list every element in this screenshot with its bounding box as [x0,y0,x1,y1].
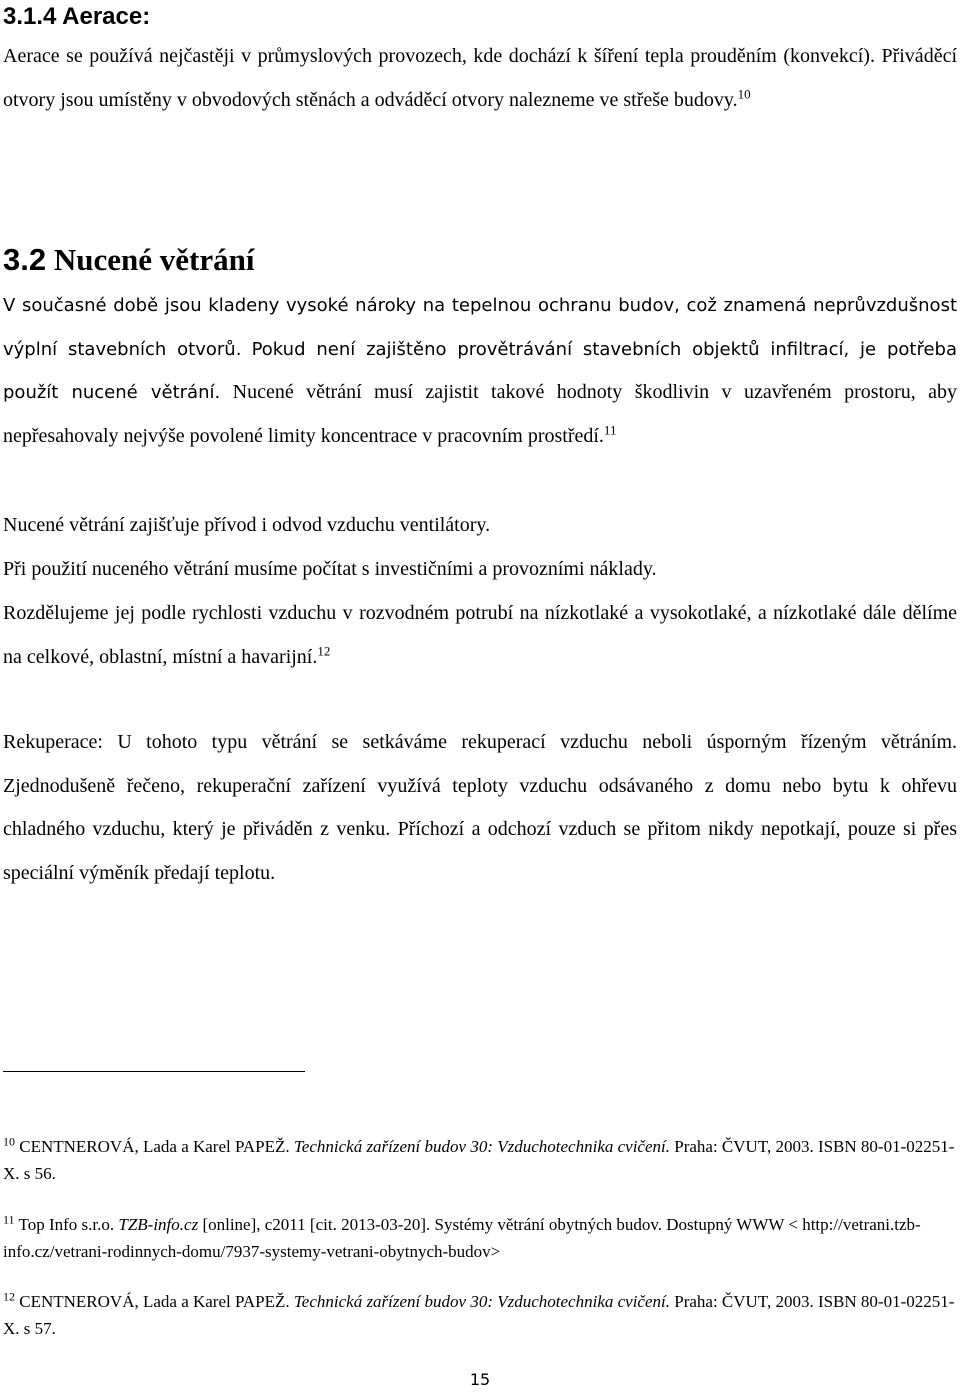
page-number: 15 [469,1370,491,1389]
paragraph-ventilators [3,504,957,548]
section-number: 3.2 [3,242,47,277]
footnote-title: Technická zařízení budov 30: Vzduchotechnika cvičení. [293,1292,670,1311]
aerace-text: Aerace se používá nejčastěji v průmyslových provozech, kde dochází k šíření tepla prouděním (konvekcí). Přiváděcí otvory jsou umístěny v obvodových stěnách a odváděcí otvory nalezneme ve střeše budovy. [3,45,957,111]
section-title: Nucené větrání [53,242,255,277]
footnote-author: CENTNEROVÁ, Lada a Karel PAPEŽ. [19,1137,290,1156]
footnote-separator [3,1071,305,1072]
infiltration-sentence: Pokud není zajištěno provětrávání stavebních objektů infiltrací, je potřeba použít nucené větrání. [3,338,958,403]
footnote-author: Top Info s.r.o. [18,1215,115,1234]
paragraph-nucene-vetrani [3,284,957,458]
footnote-author: CENTNEROVÁ, Lada a Karel PAPEŽ. [19,1292,290,1311]
intro-sentence: V současné době jsou kladeny vysoké nároky na tepelnou ochranu budov, což znamená neprůvzdušnost výplní stavebních otvorů. [3,295,957,360]
footnote-ref-11: 11 [603,421,617,437]
footnote-source: [online], c2011 [cit. 2013-03-20]. Systémy větrání obytných budov. Dostupný WWW < http://vetrani.tzb-info.cz/vetrani-rodinnych-domu/7937-systemy-vetrani-obytnych-budov> [3,1215,921,1261]
footnote-11 [3,1211,957,1265]
classification-text: Rozdělujeme jej podle rychlosti vzduchu v rozvodném potrubí na nízkotlaké a vysokotlaké, a nízkotlaké dále dělíme na celkové, oblastní, místní a havarijní. [3,602,957,668]
rekuperace-text: Rekuperace: U tohoto typu větrání se setkáváme rekuperací vzduchu neboli úsporným řízeným větráním. Zjednodušeně řečeno, rekuperační zařízení využívá teploty vzduchu odsávaného z domu nebo bytu k ohřevu chladného vzduchu, který je přiváděn z venku. Příchozí a odchozí vzduch se přitom nikdy nepotkají, pouze si přes speciální výměník předají teplotu. [3,731,957,884]
footnote-10 [3,1133,957,1187]
paragraph-rekuperace [3,721,957,895]
footnote-12 [3,1288,957,1342]
footnote-number: 12 [3,1289,15,1304]
footnote-title: TZB-info.cz [118,1215,199,1234]
costs-text: Při použití nuceného větrání musíme počítat s investičními a provozními náklady. [3,558,657,580]
footnote-number: 10 [3,1134,15,1149]
paragraph-aerace [3,35,957,122]
footnote-publisher: Praha: ČVUT, 2003. ISBN 80-01-02251-X. s 57. [3,1292,955,1338]
paragraph-costs [3,548,957,592]
section-heading-3-2 [3,242,957,278]
footnote-title: Technická zařízení budov 30: Vzduchotechnika cvičení. [293,1137,670,1156]
section-heading-3-1-4: 3.1.4 Aerace: [3,3,151,30]
footnote-publisher: Praha: ČVUT, 2003. ISBN 80-01-02251-X. s 56. [3,1137,955,1183]
limits-sentence: Nucené větrání musí zajistit takové hodnoty škodlivin v uzavřeném prostoru, aby nepřesahovaly nejvýše povolené limity koncentrace v pracovním prostředí. [3,381,958,447]
paragraph-classification [3,592,957,679]
ventilators-text: Nucené větrání zajišťuje přívod i odvod vzduchu ventilátory. [3,514,491,536]
footnote-ref-12: 12 [317,642,331,658]
footnote-number: 11 [3,1212,15,1227]
footnote-ref-10: 10 [737,85,751,101]
